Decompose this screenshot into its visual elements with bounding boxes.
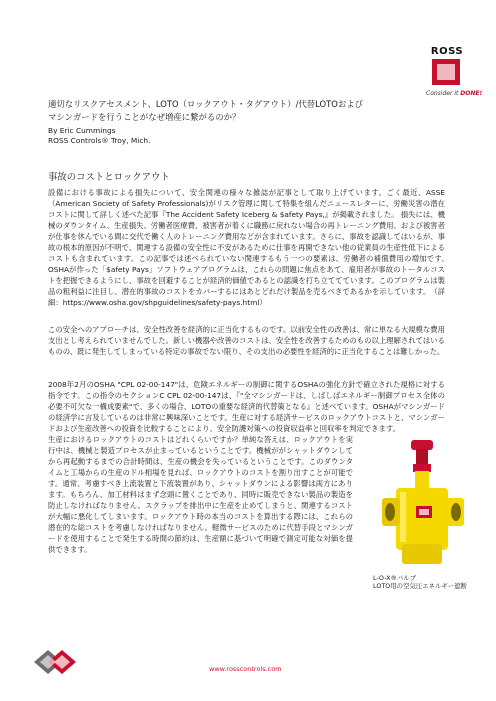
section-heading: 事故のコストとロックアウト: [48, 172, 170, 183]
tagline-done: DONE!: [460, 90, 483, 97]
ross-logo-mark: [432, 59, 460, 85]
paragraph-3: 2008年2月のOSHA "CPL 02-00-147"は、危険エネルギーの制御に関するOSHAの強化方針で確立された規格に対する指令です。この指令のセクションC CPL 02-00-147は、『"全マシンガードは、しばしばエネルギー制御プロセス全体の必要不可欠な一構成要素"で、多くの場合、LOTOの重要な経済的代替策となる』と述べています。OSHAがマシンガードの経済学に言及しているのは非常に興味深いことです。生産に対する経済サービスのロックアウトコストと、マシンガードおよび生産改善への投資を比較することにより、安全防護対策への投資収益率と回収率を判定できます。: [48, 380, 445, 433]
caption-line-1: L-O-X®バルブ: [373, 574, 417, 582]
brand-name: ROSS: [430, 46, 464, 57]
brand-tagline: [426, 90, 483, 97]
title-line-1: 適切なリスクアセスメント、LOTO（ロックアウト・タグアウト）/代替LOTOおよび: [48, 99, 363, 109]
lox-valve-image: [378, 440, 466, 570]
article-title: [48, 98, 378, 124]
caption-line-2: LOTO用の空気圧エネルギー遮断: [373, 582, 467, 590]
author: By Eric Cummings: [48, 126, 116, 135]
paragraph-1: 設備における事故による損失について、安全関連の様々な雑誌が記事として取り上げています。ごく最近、ASSE（American Society of Safety Professionals)がリスク管理に関して特集を組んだニュースレターに、労働災害の潜在コストに関して詳しく述べた記事『The Accident Safety Iceberg & $afety Pays,』が掲載されました。 損失には、機械のダウンタイム、生産損失、労働者医療費、被害者が着くに職務に戻れない場合の再トレーニング費用、および被害者が仕事を休んでいる間に交代で働く人のトレーニング費用などが含まれています。さらに、事故を認識してはいるが、事故の根本的原因が不明で、関連する設備の安全性に不安があるために仕事を再開できない他の従業員の生産性低下によるコストも含まれています。この記事では述べられていない関連するもう一つの要素は、労働者の補償費用の増加です。 OSHAが作った「$afety Pays」ソフトウェアプログラムは、これらの問題に焦点をあて、雇用者が事故のトータルコストを把握できるようにし、事故を回避することが経済的価値であるとの認識を打ち立ててています。このプログラムは製品の粗利益に注目し、潜在的事故のコストをカバーするにはあとどれだけ製品を売るべきであるかを示しています。 （詳細：https://www.osha.gov/shpguidelines/safety-pays.html）: [48, 188, 453, 307]
footer-url[interactable]: www.rosscontrols.com: [209, 665, 282, 673]
byline: [48, 126, 248, 146]
affiliation: ROSS Controls® Troy, Mich.: [48, 136, 151, 145]
title-line-2: マシンガードを行うことがなぜ増産に繋がるのか？: [48, 112, 241, 122]
paragraph-2: この安全へのアプローチは、安全性改善を経済的に正当化するものです。以前安全性の改善は、常に単なる大規模な費用支出とし考えられていませんでした。新しい機器や改善のコストは、安全性を改善するためのもの以上理解されてはいるものの、既に発生してしまっている特定の事故でない限り、その支出の必要性を経済的に正当化することは難しかった。: [48, 325, 445, 356]
tagline-prefix: Consider it: [426, 90, 459, 97]
footer-logo-mark: [26, 640, 86, 680]
paragraph-4: 生産におけるロックアウトのコストはどれくらいですか？単純な答えは、ロックアウトを実行中は、機械と製造プロセスが止まっているということです。機械ががシャットダウンしてから再起動するまでの合計時間は、生産の機会を失っているということです。このダウンタイムと工場からの生産のドル相場を見れば、ロックアウトのコストを割り出すことが可能です。通常、考慮すべき上流装置と下流装置があり、シャットダウンによる影響は両方にあります。もちろん、加工材料はまず念頭に置くことであり、同時に販売できない製品の製造を防止しなければなりません。スクラップを排出中に生産を止めてしまうと、関連するコストが大幅に悪化してしまいます。ロックアウト時の本当のコストを算出する際には、これらの潜在的な総コストを考慮しなければなりません。軽微サービスのために代替手段とマシンガードを使用することで発生する時間の節約は、生産額に基づいて明確で測定可能な対価を提供できます。: [48, 435, 353, 554]
ross-logo: [426, 46, 483, 102]
figure-caption: [373, 574, 483, 590]
